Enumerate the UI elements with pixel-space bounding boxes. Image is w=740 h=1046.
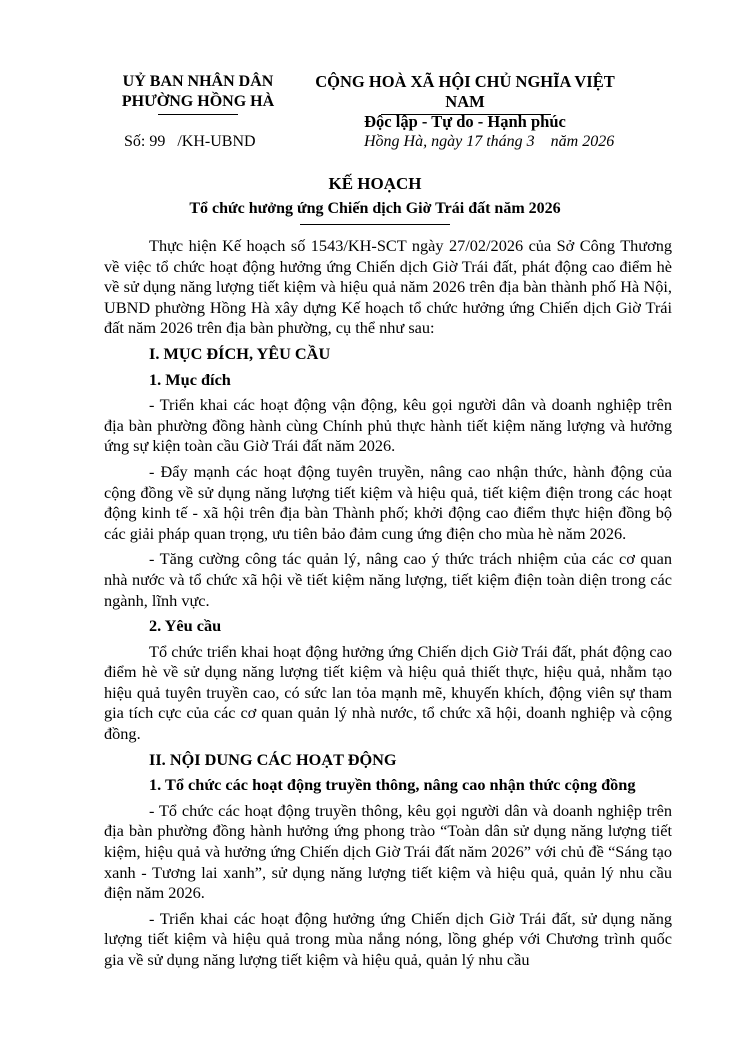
national-motto (300, 72, 630, 132)
document-title: KẾ HOẠCH (328, 174, 422, 193)
title-underline (300, 224, 450, 225)
paragraph: Tổ chức triển khai hoạt động hưởng ứng Chiến dịch Giờ Trái đất, phát động cao điểm hè về sử dụng năng lượng tiết kiệm và hiệu quả thiết thực, hiệu quả, nhằm tạo hiệu quả tuyên truyền cao, có sức lan tỏa mạnh mẽ, khuyến khích, động viên sự tham gia tích cực của các cơ quan quản lý nhà nước, tổ chức xã hội, doanh nghiệp và cộng đồng. (104, 641, 672, 744)
paragraph: - Tăng cường công tác quản lý, nâng cao ý thức trách nhiệm của các cơ quan nhà nước và tổ chức xã hội về tiết kiệm năng lượng, tiết kiệm điện toàn diện trong các ngành, lĩnh vực. (104, 549, 672, 610)
nation-line-1: CỘNG HOÀ XÃ HỘI CHỦ NGHĨA VIỆT NAM (315, 72, 615, 111)
section-2-1-heading: 1. Tổ chức các hoạt động truyền thông, nâng cao nhận thức cộng đồng (149, 775, 636, 795)
authority-line-1: UỶ BAN NHÂN DÂN (122, 73, 274, 90)
paragraph: - Đẩy mạnh các hoạt động tuyên truyền, nâng cao nhận thức, hành động của cộng đồng về sử dụng năng lượng tiết kiệm và hiệu quả, tiết kiệm điện trong các hoạt động kinh tế - xã hội trên địa bàn Thành phố; khởi động cao điểm thực hiện đồng bộ các giải pháp quan trọng, ưu tiên bảo đảm cung ứng điện cho mùa hè năm 2026. (104, 461, 672, 543)
document-number: Số: 99 /KH-UBND (124, 133, 256, 150)
document-date: Hồng Hà, ngày 17 tháng 3 năm 2026 (364, 133, 615, 150)
intro-paragraph: Thực hiện Kế hoạch số 1543/KH-SCT ngày 27/02/2026 của Sở Công Thương về việc tổ chức hoạt động hưởng ứng Chiến dịch Giờ Trái đất, phát động cao điểm hè về sử dụng năng lượng tiết kiệm và hiệu quả năm 2026 trên địa bàn thành phố Hà Nội, UBND phường Hồng Hà xây dựng Kế hoạch tổ chức hưởng ứng Chiến dịch Giờ Trái đất năm 2026 trên địa bàn phường, cụ thể như sau: (104, 236, 672, 338)
paragraph: - Triển khai các hoạt động vận động, kêu gọi người dân và doanh nghiệp trên địa bàn phường đồng hành cùng Chính phủ thực hành tiết kiệm năng lượng và hưởng ứng sự kiện toàn cầu Giờ Trái đất năm 2026. (104, 395, 672, 456)
paragraph: - Triển khai các hoạt động hưởng ứng Chiến dịch Giờ Trái đất, sử dụng năng lượng tiết kiệm và hiệu quả trong mùa nắng nóng, lồng ghép với Chương trình quốc gia về sử dụng năng lượng tiết kiệm và hiệu quả, quản lý nhu cầu (104, 908, 672, 969)
section-1-2-heading: 2. Yêu cầu (149, 616, 222, 636)
document-body (104, 236, 672, 976)
section-1-1-heading: 1. Mục đích (149, 369, 231, 389)
issuing-authority (103, 72, 293, 112)
nation-line-2: Độc lập - Tự do - Hạnh phúc (364, 112, 566, 131)
section-1-heading: I. MỤC ĐÍCH, YÊU CẦU (149, 343, 331, 363)
paragraph: - Tổ chức các hoạt động truyền thông, kêu gọi người dân và doanh nghiệp trên địa bàn phường đồng hành hưởng ứng phong trào “Toàn dân sử dụng năng lượng tiết kiệm, hiệu quả và hưởng ứng Chiến dịch Giờ Trái đất năm 2026” với chủ đề “Sáng tạo xanh - Tương lai xanh”, sử dụng năng lượng tiết kiệm và hiệu quả, quản lý nhu cầu điện năm 2026. (104, 800, 672, 903)
authority-underline (158, 114, 238, 115)
motto-underline (381, 114, 551, 115)
document-subtitle: Tổ chức hưởng ứng Chiến dịch Giờ Trái đất năm 2026 (189, 200, 561, 217)
section-2-heading: II. NỘI DUNG CÁC HOẠT ĐỘNG (149, 749, 397, 769)
authority-line-2: PHƯỜNG HỒNG HÀ (121, 93, 275, 110)
